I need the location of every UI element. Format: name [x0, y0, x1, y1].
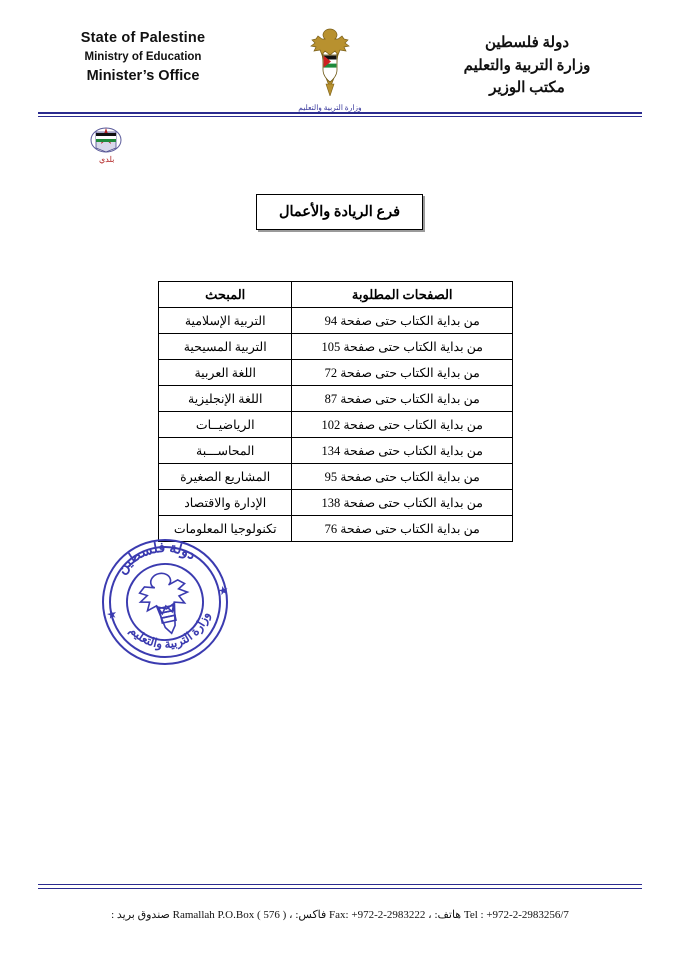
branch-title-text: فرع الريادة والأعمال: [278, 203, 401, 220]
header-ministry-title-ar: وزارة التربية والتعليم: [463, 57, 591, 74]
footer-tel-value: +972-2-2983256/7: [486, 909, 569, 921]
cell-subject: تكنولوجيا المعلومات: [159, 516, 292, 542]
svg-text:بلدي: بلدي: [99, 155, 115, 164]
header-state-title: State of Palestine: [80, 30, 206, 46]
cell-subject: التربية الإسلامية: [159, 308, 292, 334]
footer-fax-label: Fax:: [329, 909, 349, 921]
header-emblem-block: [270, 22, 390, 112]
cell-subject: الرياضيــات: [159, 412, 292, 438]
footer-tel-label: Tel :: [463, 909, 484, 921]
table-row: [159, 464, 513, 490]
table-body: [159, 308, 513, 542]
footer-divider-thick: [38, 884, 642, 885]
footer-contact-line: Tel : +972-2-2983256/7 هاتف: ، Fax: +972-2-2983222 فاكس: ، Ramallah P.O.Box ( 576 ) صندوق بريد :: [111, 909, 569, 921]
cell-subject: المشاريع الصغيرة: [159, 464, 292, 490]
cell-pages: من بداية الكتاب حتى صفحة 138: [292, 490, 513, 516]
palestine-eagle-emblem-icon: [302, 24, 358, 101]
table-row: [159, 334, 513, 360]
branch-title-box: [256, 194, 423, 230]
cell-subject: اللغة الإنجليزية: [159, 386, 292, 412]
cell-subject: التربية المسيحية: [159, 334, 292, 360]
footer-fax-label-ar: فاكس:: [295, 909, 327, 921]
cell-pages: من بداية الكتاب حتى صفحة 72: [292, 360, 513, 386]
cell-pages: من بداية الكتاب حتى صفحة 105: [292, 334, 513, 360]
table-row: [159, 308, 513, 334]
table-row: [159, 490, 513, 516]
column-header-subject: المبحث: [159, 282, 292, 308]
column-header-pages: الصفحات المطلوبة: [292, 282, 513, 308]
official-ministry-stamp-icon: [88, 535, 243, 670]
footer-address: Ramallah P.O.Box ( 576 ): [172, 909, 287, 921]
document-header: [38, 22, 642, 114]
svg-text:دولة فلسطين: دولة فلسطين: [114, 540, 198, 578]
cell-pages: من بداية الكتاب حتى صفحة 76: [292, 516, 513, 542]
table-header-row: [159, 282, 513, 308]
header-arabic-block: [412, 22, 642, 100]
footer-address-label-ar: صندوق بريد :: [111, 909, 170, 921]
footer-divider-thin: [38, 888, 642, 889]
emblem-caption: وزارة التربية والتعليم: [298, 103, 362, 112]
svg-text:وزارة التربية والتعليم: وزارة التربية والتعليم: [126, 610, 213, 652]
header-divider-thin: [38, 116, 642, 117]
table-row: [159, 412, 513, 438]
header-english-block: [38, 22, 248, 84]
cell-subject: اللغة العربية: [159, 360, 292, 386]
cell-subject: المحاســـبة: [159, 438, 292, 464]
header-state-title-ar: دولة فلسطين: [484, 35, 570, 51]
svg-text:★: ★: [216, 582, 231, 599]
table-row: [159, 386, 513, 412]
header-office-title-ar: مكتب الوزير: [489, 80, 565, 96]
cell-subject: الإدارة والاقتصاد: [159, 490, 292, 516]
table-row: [159, 516, 513, 542]
cell-pages: من بداية الكتاب حتى صفحة 87: [292, 386, 513, 412]
header-ministry-title: Ministry of Education: [84, 51, 202, 63]
table-row: [159, 438, 513, 464]
cell-pages: من بداية الكتاب حتى صفحة 94: [292, 308, 513, 334]
ministry-secondary-logo-icon: [82, 124, 144, 166]
footer-tel-label-ar: هاتف:: [434, 909, 462, 921]
cell-pages: من بداية الكتاب حتى صفحة 95: [292, 464, 513, 490]
cell-pages: من بداية الكتاب حتى صفحة 134: [292, 438, 513, 464]
cell-pages: من بداية الكتاب حتى صفحة 102: [292, 412, 513, 438]
footer-fax-value: +972-2-2983222: [351, 909, 426, 921]
svg-text:★: ★: [105, 606, 119, 623]
header-divider-thick: [38, 112, 642, 114]
header-office-title: Minister’s Office: [86, 68, 200, 84]
table-row: [159, 360, 513, 386]
subjects-table: [158, 281, 513, 542]
